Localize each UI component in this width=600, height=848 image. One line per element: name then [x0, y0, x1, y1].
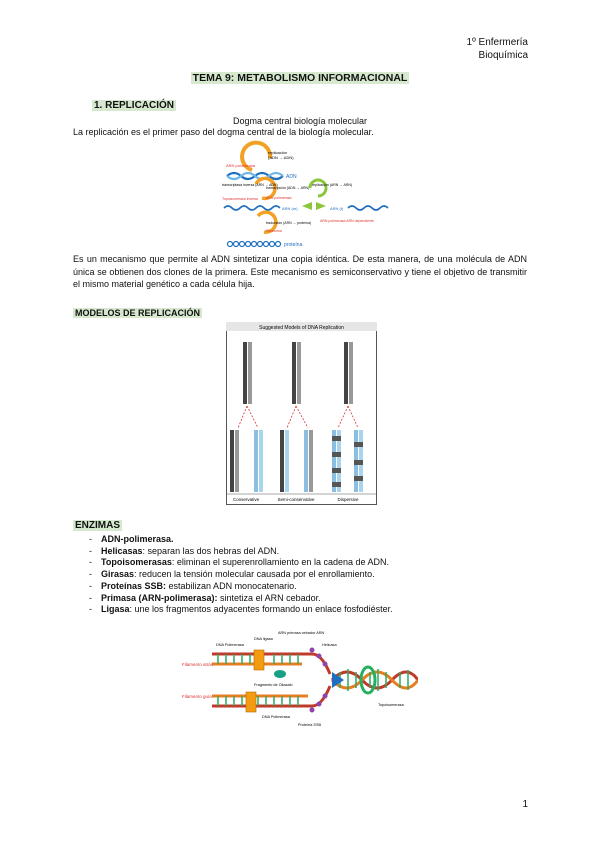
list-item: - Girasas: reducen la tensión molecular causada por el enrollamiento. — [73, 569, 533, 581]
page-title: TEMA 9: METABOLISMO INFORMACIONAL — [192, 72, 408, 84]
lbl-lagging: Filamento atrás — [182, 662, 214, 667]
lbl-arn-polimerasa2: ARN polimerasa — [266, 196, 292, 200]
lbl-arn-m: ARN (m) — [282, 206, 298, 211]
polymerase-top — [254, 650, 264, 670]
lbl-primasa: ARN primasa cebador ARN — [278, 631, 325, 635]
lbl-polimerasa: DNA Polimerasa — [216, 643, 244, 647]
lbl-transcriptasa: transcriptasa inversa (ARN → ADN) — [222, 183, 278, 187]
list-item: - Topoisomerasas: eliminan el superenrollamiento en la cadena de ADN. — [73, 557, 533, 569]
course-label: 1º Enfermería — [466, 37, 528, 48]
lbl-transcripcion: transcripción (ADN → ARN) — [266, 186, 310, 190]
list-item: - Primasa (ARN-polimerasa): sintetiza el ARN cebador. — [73, 593, 533, 605]
lbl-proteina: proteína — [284, 242, 303, 248]
replication-fork-figure — [182, 626, 418, 734]
subject-label: Bioquímica — [478, 50, 528, 61]
section-heading-replicacion: 1. REPLICACIÓN — [94, 100, 175, 111]
lbl-replicacion: replicación — [268, 150, 288, 155]
lbl-arn-polimerasa: ARN polimerasa — [226, 163, 256, 168]
lbl-arn-dep: ARN polimerasa ARN dependiente — [320, 219, 374, 223]
lbl-traduccion: traducción (ARN → proteína) — [266, 221, 312, 225]
model-label-conservative: Conservative — [232, 497, 260, 502]
lbl-adn: ADN — [286, 174, 297, 180]
page-header — [467, 36, 528, 62]
lbl-ssb: Proteína SSB — [298, 723, 322, 727]
page-number: 1 — [522, 799, 528, 810]
lbl-okazaki: Fragmento de Okazaki — [254, 683, 293, 687]
polymerase-bottom — [246, 692, 256, 712]
lbl-polimerasa2: DNA Polimerasa — [262, 715, 290, 719]
okazaki-marker — [274, 670, 286, 678]
lbl-leading: Filamento guía — [182, 694, 212, 699]
lbl-topoisomerasa: Topoisomerasa inversa — [222, 197, 258, 201]
model-label-dispersive: Dispersive — [337, 497, 359, 502]
lbl-topoisomerasa: Topoisomerasa — [378, 703, 404, 707]
model-label-semiconservative: Semi-conservative — [277, 497, 315, 502]
list-item: - ADN-polimerasa. — [73, 534, 533, 546]
intro-text: La replicación es el primer paso del dogma central de la biología molecular. — [73, 127, 374, 137]
central-dogma-figure — [222, 140, 394, 252]
lbl-arn-t: ARN (t) — [330, 206, 344, 211]
list-item: - Proteínas SSB: estabilizan ADN monocatenario. — [73, 581, 533, 593]
models-figure-title: Suggested Models of DNA Replication — [259, 325, 344, 331]
ssb-proteins — [310, 648, 328, 713]
lbl-adn-adn: (ADN → ADN) — [268, 155, 294, 160]
list-item: - Ligasa: une los fragmentos adyacentes formando un enlace fosfodiéster. — [73, 604, 533, 616]
section-heading-modelos: MODELOS DE REPLICACIÓN — [75, 308, 201, 318]
replication-models-figure — [226, 322, 377, 505]
list-item: - Helicasas: separan las dos hebras del ADN. — [73, 546, 533, 558]
lbl-helicasa: Helicasa — [322, 643, 337, 647]
lbl-ribosoma: Ribosoma — [266, 229, 282, 233]
enzyme-list — [73, 534, 533, 616]
replication-description: Es un mecanismo que permite al ADN sintetizar una copia idéntica. De esta manera, de una molécula de ADN única se obtienen dos clones de la primera. Este mecanismo es semiconservativo y tiene el objetivo de transmitir el mismo material genético a cada célula hija. — [73, 254, 527, 289]
section-heading-enzimas: ENZIMAS — [75, 520, 120, 531]
figure-caption: Dogma central biología molecular — [232, 116, 368, 126]
lbl-replicacion-arn: replicación (ARN → ARN) — [312, 183, 353, 187]
lbl-ligasa: DNA ligasa — [254, 637, 273, 641]
